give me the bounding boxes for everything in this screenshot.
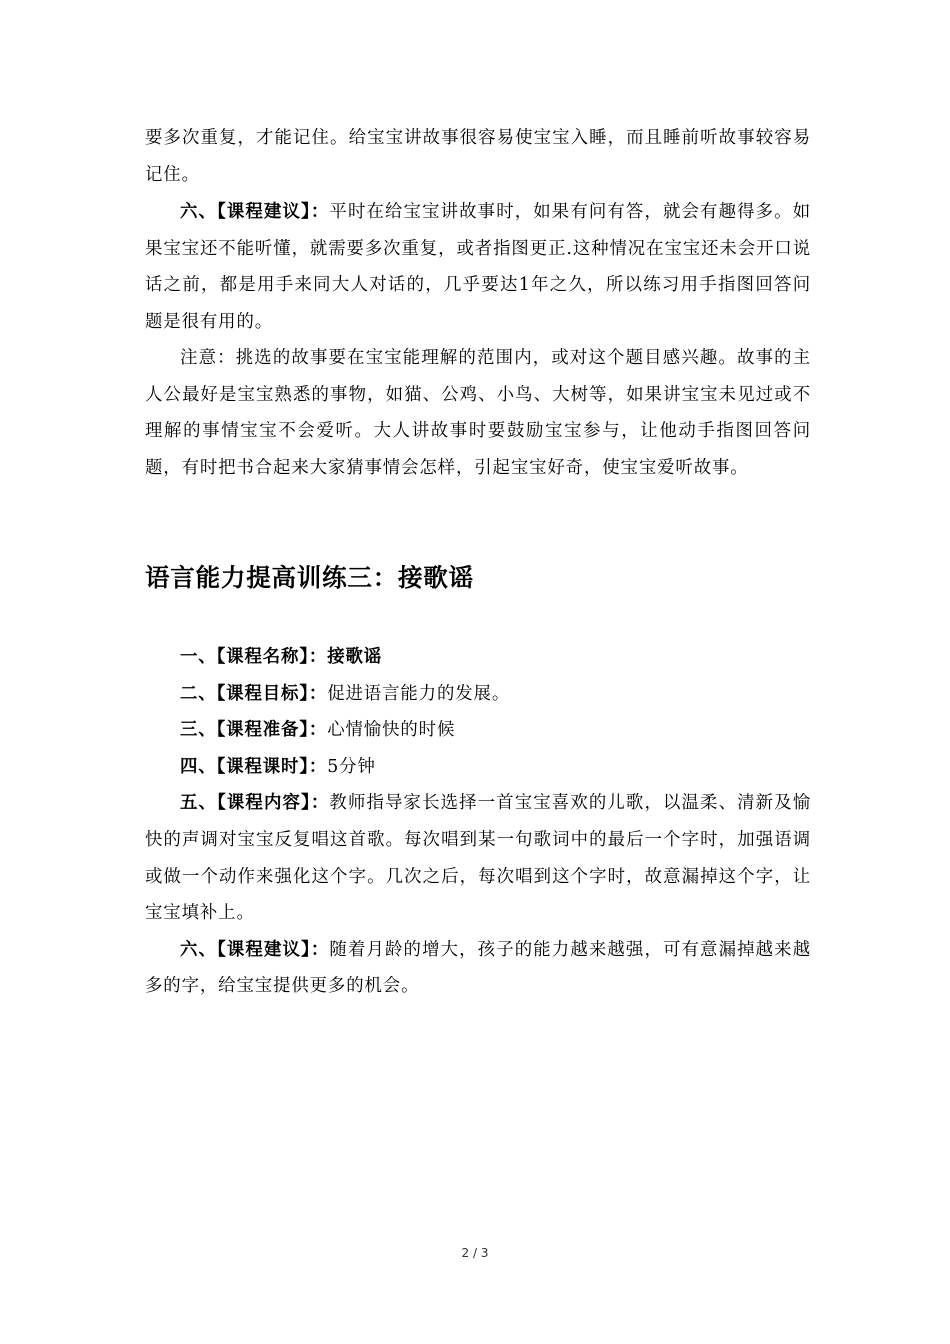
course-item-name: [145, 639, 811, 676]
suggestion-label: 六、【课程建议】：: [180, 202, 330, 222]
section-title: 语言能力提高训练三：接歌谣: [145, 563, 474, 592]
note-paragraph: [145, 340, 811, 486]
course-item-list: [145, 639, 811, 1005]
course-item-content: [145, 785, 811, 931]
item-text: 促进语言能力的发展。: [327, 683, 511, 704]
course-item-suggestion: [145, 932, 811, 1005]
item-text: 接歌谣: [327, 647, 383, 667]
item-label: 三、【课程准备】：: [180, 720, 328, 741]
item-label: 六、【课程建议】：: [180, 939, 330, 960]
item-label: 五、【课程内容】：: [180, 793, 330, 814]
page-number: 2 / 3: [461, 1246, 489, 1260]
suggestion-text: 平时在给宝宝讲故事时，如果有问有答，就会有趣得多。如果宝宝还不能听懂，就需要多次重复，或者指图更正.这种情况在宝宝还未会开口说话之前，都是用手来同大人对话的，几乎要达1年之久，所以练习用手指图回答问题是很有用的。: [145, 202, 812, 332]
course-item-goal: [145, 676, 811, 713]
item-label: 二、【课程目标】：: [180, 683, 328, 704]
note-text: 注意：挑选的故事要在宝宝能理解的范围内，或对这个题目感兴趣。故事的主人公最好是宝宝熟悉的事物，如猫、公鸡、小鸟、大树等，如果讲宝宝未见过或不理解的事情宝宝不会爱听。大人讲故事时要鼓励宝宝参与，让他动手指图回答问题，有时把书合起来大家猜事情会怎样，引起宝宝好奇，使宝宝爱听故事。: [145, 348, 811, 478]
item-label: 一、【课程名称】：: [180, 647, 328, 667]
continuation-text: 要多次重复，才能记住。给宝宝讲故事很容易使宝宝入睡，而且睡前听故事较容易记住。: [145, 128, 811, 185]
course-item-preparation: [145, 712, 811, 749]
item-text: 5分钟: [327, 756, 376, 777]
item-text: 心情愉快的时候: [327, 720, 456, 741]
item-text: 随着月龄的增大，孩子的能力越来越强，可有意漏掉越来越多的字，给宝宝提供更多的机会。: [145, 939, 812, 997]
suggestion-paragraph: [145, 194, 811, 340]
course-item-duration: [145, 749, 811, 786]
item-label: 四、【课程课时】：: [180, 756, 328, 777]
item-text: 教师指导家长选择一首宝宝喜欢的儿歌，以温柔、清新及愉快的声调对宝宝反复唱这首歌。每次唱到某一句歌词中的最后一个字时，加强语调或做一个动作来强化这个字。几次之后，每次唱到这个字时，故意漏掉这个字，让宝宝填补上。: [145, 793, 812, 924]
continuation-paragraph: [145, 120, 811, 193]
